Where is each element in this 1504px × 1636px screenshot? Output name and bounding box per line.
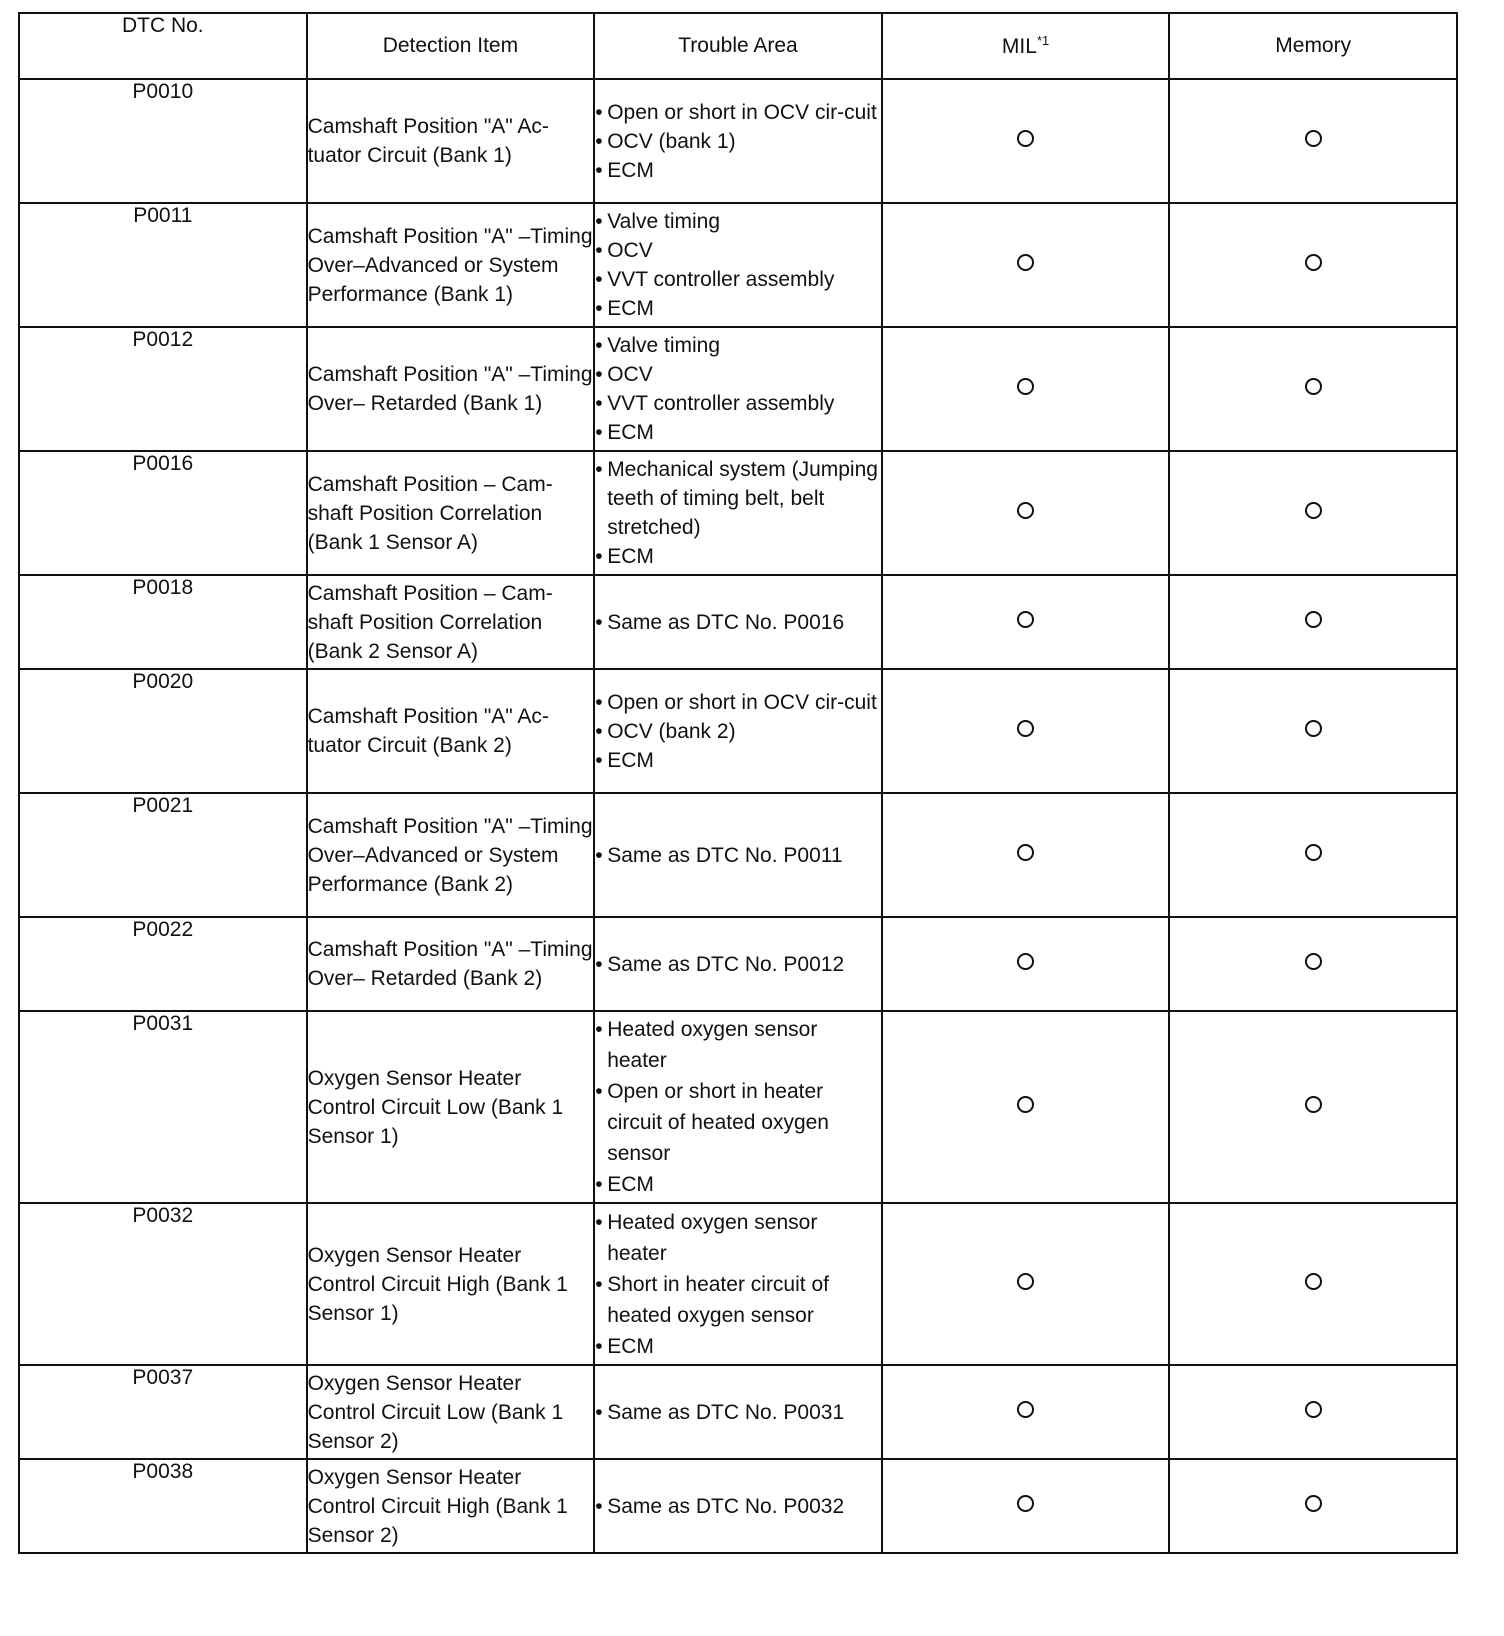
trouble-area-cell: [594, 1365, 882, 1459]
dtc-code-cell: P0038: [19, 1459, 307, 1553]
memory-circle-icon: [1305, 720, 1322, 737]
memory-circle-icon: [1305, 1273, 1322, 1290]
table-row: [19, 1459, 1457, 1553]
memory-cell: [1169, 1459, 1457, 1553]
memory-cell: [1169, 917, 1457, 1011]
mil-cell: [882, 917, 1170, 1011]
trouble-area-cell: [594, 1203, 882, 1365]
mil-cell: [882, 327, 1170, 451]
dtc-code-cell: P0010: [19, 79, 307, 203]
trouble-area-item: • OCV: [595, 360, 881, 389]
memory-cell: [1169, 669, 1457, 793]
mil-circle-icon: [1017, 1495, 1034, 1512]
trouble-area-item: • ECM: [595, 418, 881, 447]
trouble-area-item: • Heated oxygen sensor heater: [595, 1014, 881, 1076]
memory-circle-icon: [1305, 953, 1322, 970]
mil-cell: [882, 79, 1170, 203]
memory-circle-icon: [1305, 378, 1322, 395]
table-row: [19, 79, 1457, 203]
memory-circle-icon: [1305, 502, 1322, 519]
trouble-area-item: • OCV (bank 1): [595, 127, 881, 156]
header-row: [19, 13, 1457, 79]
memory-cell: [1169, 1203, 1457, 1365]
dtc-code-cell: P0011: [19, 203, 307, 327]
mil-cell: [882, 575, 1170, 669]
table-row: [19, 669, 1457, 793]
dtc-code-cell: P0031: [19, 1011, 307, 1203]
mil-cell: [882, 203, 1170, 327]
memory-circle-icon: [1305, 611, 1322, 628]
trouble-area-item: • Valve timing: [595, 207, 881, 236]
detection-item-cell: Camshaft Position "A" –Timing Over–Advanced or System Performance (Bank 2): [307, 793, 595, 917]
mil-cell: [882, 1459, 1170, 1553]
detection-item-cell: Camshaft Position – Cam-shaft Position Correlation (Bank 1 Sensor A): [307, 451, 595, 575]
header-dtc-no: DTC No.: [19, 13, 307, 79]
detection-item-cell: Camshaft Position "A" –Timing Over–Advanced or System Performance (Bank 1): [307, 203, 595, 327]
trouble-area-item: • OCV: [595, 236, 881, 265]
detection-item-cell: Camshaft Position "A" Ac-tuator Circuit (Bank 2): [307, 669, 595, 793]
memory-cell: [1169, 79, 1457, 203]
table-row: [19, 917, 1457, 1011]
memory-circle-icon: [1305, 1401, 1322, 1418]
mil-circle-icon: [1017, 720, 1034, 737]
trouble-area-item: • ECM: [595, 1169, 881, 1200]
trouble-area-cell: [594, 203, 882, 327]
detection-item-cell: Oxygen Sensor Heater Control Circuit High (Bank 1 Sensor 2): [307, 1459, 595, 1553]
trouble-area-item: • Same as DTC No. P0016: [595, 608, 881, 637]
trouble-area-cell: [594, 1011, 882, 1203]
table-row: [19, 575, 1457, 669]
memory-circle-icon: [1305, 1495, 1322, 1512]
trouble-area-cell: [594, 575, 882, 669]
memory-cell: [1169, 203, 1457, 327]
mil-circle-icon: [1017, 502, 1034, 519]
header-mil-note: *1: [1036, 33, 1050, 48]
table-row: [19, 793, 1457, 917]
mil-cell: [882, 793, 1170, 917]
trouble-area-item: • Open or short in OCV cir-cuit: [595, 688, 881, 717]
detection-item-cell: Camshaft Position "A" –Timing Over– Retarded (Bank 1): [307, 327, 595, 451]
mil-circle-icon: [1017, 1273, 1034, 1290]
mil-circle-icon: [1017, 1096, 1034, 1113]
dtc-code-cell: P0016: [19, 451, 307, 575]
table-body: [19, 79, 1457, 1553]
dtc-code-cell: P0012: [19, 327, 307, 451]
trouble-area-item: • ECM: [595, 542, 881, 571]
dtc-code-cell: P0022: [19, 917, 307, 1011]
memory-cell: [1169, 793, 1457, 917]
dtc-code-cell: P0018: [19, 575, 307, 669]
detection-item-cell: Oxygen Sensor Heater Control Circuit High (Bank 1 Sensor 1): [307, 1203, 595, 1365]
detection-item-cell: Camshaft Position "A" Ac-tuator Circuit (Bank 1): [307, 79, 595, 203]
table-row: [19, 203, 1457, 327]
memory-cell: [1169, 327, 1457, 451]
dtc-code-cell: P0021: [19, 793, 307, 917]
mil-circle-icon: [1017, 953, 1034, 970]
detection-item-cell: Camshaft Position "A" –Timing Over– Retarded (Bank 2): [307, 917, 595, 1011]
trouble-area-item: • Open or short in OCV cir-cuit: [595, 98, 881, 127]
trouble-area-item: • Mechanical system (Jumping teeth of timing belt, belt stretched): [595, 455, 881, 542]
memory-cell: [1169, 1365, 1457, 1459]
header-detection-item: Detection Item: [307, 13, 595, 79]
header-mil: [882, 13, 1170, 79]
trouble-area-item: • Same as DTC No. P0011: [595, 841, 881, 870]
mil-cell: [882, 1365, 1170, 1459]
memory-circle-icon: [1305, 254, 1322, 271]
trouble-area-item: • ECM: [595, 1331, 881, 1362]
trouble-area-cell: [594, 327, 882, 451]
trouble-area-item: • Valve timing: [595, 331, 881, 360]
trouble-area-cell: [594, 1459, 882, 1553]
mil-cell: [882, 1203, 1170, 1365]
table-row: [19, 327, 1457, 451]
mil-circle-icon: [1017, 254, 1034, 271]
mil-circle-icon: [1017, 1401, 1034, 1418]
trouble-area-item: • VVT controller assembly: [595, 389, 881, 418]
header-memory: Memory: [1169, 13, 1457, 79]
mil-circle-icon: [1017, 611, 1034, 628]
detection-item-cell: Oxygen Sensor Heater Control Circuit Low (Bank 1 Sensor 2): [307, 1365, 595, 1459]
dtc-code-cell: P0037: [19, 1365, 307, 1459]
trouble-area-cell: [594, 917, 882, 1011]
dtc-code-cell: P0032: [19, 1203, 307, 1365]
mil-cell: [882, 669, 1170, 793]
memory-circle-icon: [1305, 844, 1322, 861]
trouble-area-item: • ECM: [595, 746, 881, 775]
header-mil-label: MIL: [1001, 35, 1037, 58]
table-row: [19, 451, 1457, 575]
trouble-area-item: • Same as DTC No. P0032: [595, 1492, 881, 1521]
mil-cell: [882, 1011, 1170, 1203]
trouble-area-item: • Open or short in heater circuit of heated oxygen sensor: [595, 1076, 881, 1169]
table-row: [19, 1011, 1457, 1203]
memory-cell: [1169, 1011, 1457, 1203]
trouble-area-item: • Short in heater circuit of heated oxygen sensor: [595, 1269, 881, 1331]
mil-circle-icon: [1017, 844, 1034, 861]
trouble-area-item: • OCV (bank 2): [595, 717, 881, 746]
detection-item-cell: Oxygen Sensor Heater Control Circuit Low (Bank 1 Sensor 1): [307, 1011, 595, 1203]
header-trouble-area: Trouble Area: [594, 13, 882, 79]
dtc-code-cell: P0020: [19, 669, 307, 793]
mil-cell: [882, 451, 1170, 575]
dtc-table: [18, 12, 1458, 1554]
memory-circle-icon: [1305, 130, 1322, 147]
memory-cell: [1169, 575, 1457, 669]
mil-circle-icon: [1017, 378, 1034, 395]
trouble-area-item: • ECM: [595, 156, 881, 185]
table-row: [19, 1365, 1457, 1459]
mil-circle-icon: [1017, 130, 1034, 147]
detection-item-cell: Camshaft Position – Cam-shaft Position Correlation (Bank 2 Sensor A): [307, 575, 595, 669]
trouble-area-cell: [594, 793, 882, 917]
trouble-area-cell: [594, 451, 882, 575]
memory-circle-icon: [1305, 1096, 1322, 1113]
memory-cell: [1169, 451, 1457, 575]
trouble-area-item: • Heated oxygen sensor heater: [595, 1207, 881, 1269]
trouble-area-item: • ECM: [595, 294, 881, 323]
trouble-area-cell: [594, 79, 882, 203]
trouble-area-item: • VVT controller assembly: [595, 265, 881, 294]
trouble-area-item: • Same as DTC No. P0012: [595, 950, 881, 979]
table-row: [19, 1203, 1457, 1365]
trouble-area-cell: [594, 669, 882, 793]
trouble-area-item: • Same as DTC No. P0031: [595, 1398, 881, 1427]
